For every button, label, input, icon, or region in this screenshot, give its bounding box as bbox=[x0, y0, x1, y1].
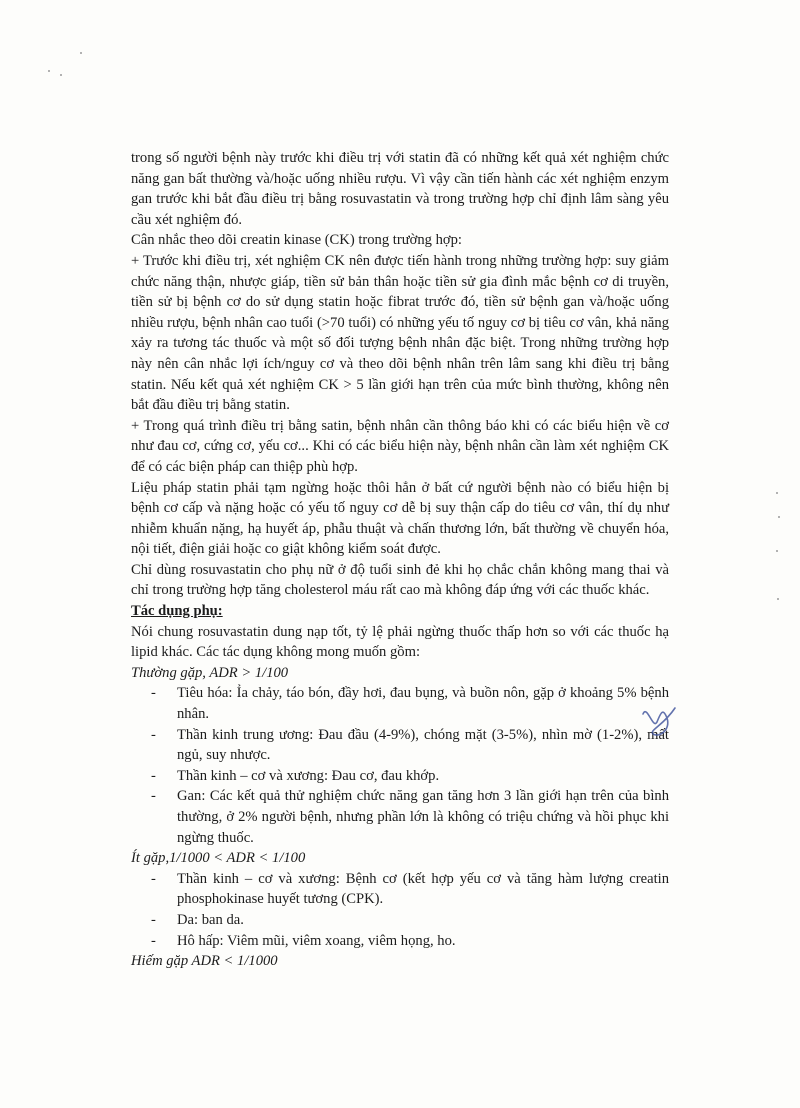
list-item bbox=[131, 725, 669, 766]
list-item-text: Thần kinh – cơ và xương: Bệnh cơ (kết hợp yếu cơ và tăng hàm lượng creatin phosphokinase huyết tương (CPK). bbox=[177, 870, 669, 908]
scan-speck bbox=[777, 598, 779, 600]
side-effects-intro: Nói chung rosuvastatin dung nạp tốt, tỷ lệ phải ngừng thuốc thấp hơn so với các thuốc hạ lipid khác. Các tác dụng không mong muốn gồm: bbox=[131, 623, 669, 661]
list-dash: - bbox=[151, 870, 156, 887]
list-dash: - bbox=[151, 767, 156, 784]
list-item-text: Tiêu hóa: Ỉa chảy, táo bón, đầy hơi, đau bụng, và buồn nôn, gặp ở khoảng 5% bệnh nhân. bbox=[177, 685, 669, 723]
scan-speck bbox=[776, 550, 778, 552]
list-dash: - bbox=[151, 932, 156, 949]
list-item bbox=[131, 910, 669, 931]
list-dash: - bbox=[151, 911, 156, 928]
section-heading-side-effects: Tác dụng phụ: bbox=[131, 603, 223, 620]
paragraph-suspend-statin: Liệu pháp statin phải tạm ngừng hoặc thôi hẳn ở bất cứ người bệnh nào có biểu hiện bị bệnh cơ cấp và nặng hoặc có yếu tố nguy cơ dễ bị suy thận cấp do tiêu cơ vân, thí dụ như nhiễm khuẩn nặng, hạ huyết áp, phẫu thuật và chấn thương lớn, bất thường về chuyển hóa, nội tiết, điện giải hoặc co giật không kiểm soát được. bbox=[131, 479, 669, 558]
list-dash: - bbox=[151, 685, 156, 702]
scan-speck bbox=[778, 516, 780, 518]
list-item bbox=[131, 931, 669, 952]
scan-speck bbox=[48, 70, 50, 72]
scan-speck bbox=[776, 492, 778, 494]
list-item-text: Da: ban da. bbox=[177, 911, 244, 928]
paragraph-ck-monitoring: Cân nhắc theo dõi creatin kinase (CK) trong trường hợp: bbox=[131, 232, 462, 249]
rare-effects-heading: Hiếm gặp ADR < 1/1000 bbox=[131, 953, 278, 970]
scan-speck bbox=[80, 52, 82, 54]
paragraph-liver-tests: trong số người bệnh này trước khi điều trị với statin đã có những kết quả xét nghiệm chức năng gan bất thường và/hoặc uống nhiều rượu. Vì vậy cần tiến hành các xét nghiệm enzym gan trước khi bắt đầu điều trị bằng rosuvastatin và trong trường hợp chỉ định lâm sàng yêu cầu xét nghiệm đó. bbox=[131, 150, 669, 228]
list-item bbox=[131, 869, 669, 910]
list-item-text: Thần kinh trung ương: Đau đầu (4-9%), chóng mặt (3-5%), nhìn mờ (1-2%), mất ngủ, suy nhược. bbox=[177, 726, 669, 764]
common-effects-heading: Thường gặp, ADR > 1/100 bbox=[131, 664, 289, 681]
list-item-text: Hô hấp: Viêm mũi, viêm xoang, viêm họng, ho. bbox=[177, 932, 456, 949]
list-item bbox=[131, 683, 669, 724]
uncommon-effects-heading: Ít gặp,1/1000 < ADR < 1/100 bbox=[131, 850, 306, 867]
list-item bbox=[131, 786, 669, 848]
paragraph-women-childbearing: Chỉ dùng rosuvastatin cho phụ nữ ở độ tuổi sinh đẻ khi họ chắc chắn không mang thai và chỉ trong trường hợp tăng cholesterol máu rất cao mà không đáp ứng với các thuốc khác. bbox=[131, 561, 669, 599]
paragraph-before-treatment: + Trước khi điều trị, xét nghiệm CK nên được tiến hành trong những trường hợp: suy giảm chức năng thận, nhược giáp, tiền sử bản thân hoặc tiền sử gia đình mắc bệnh cơ di truyền, tiền sử bị bệnh cơ do sử dụng statin hoặc fibrat trước đó, tiền sử bệnh gan và/hoặc uống nhiều rượu, bệnh nhân cao tuổi (>70 tuổi) có những yếu tố nguy cơ bị tiêu cơ vân, khả năng xảy ra tương tác thuốc và một số đối tượng bệnh nhân đặc biệt. Trong những trường hợp này nên cân nhắc lợi ích/nguy cơ và theo dõi bệnh nhân trên lâm sang khi điều trị bằng statin. Nếu kết quả xét nghiệm CK > 5 lần giới hạn trên của mức bình thường, không nên bắt đầu điều trị bằng statin. bbox=[131, 252, 669, 414]
signature-icon bbox=[637, 700, 681, 744]
scan-speck bbox=[60, 74, 62, 76]
list-item bbox=[131, 766, 669, 787]
document-body bbox=[131, 148, 669, 972]
uncommon-effects-list bbox=[131, 869, 669, 951]
paragraph-during-treatment: + Trong quá trình điều trị bằng satin, bệnh nhân cần thông báo khi có các biểu hiện về cơ như đau cơ, cứng cơ, yếu cơ... Khi có các biểu hiện này, bệnh nhân cần làm xét nghiệm CK để có các biện pháp can thiệp phù hợp. bbox=[131, 417, 669, 475]
common-effects-list bbox=[131, 683, 669, 848]
list-dash: - bbox=[151, 726, 156, 743]
list-item-text: Thần kinh – cơ và xương: Đau cơ, đau khớp. bbox=[177, 767, 440, 784]
list-dash: - bbox=[151, 788, 156, 805]
list-item-text: Gan: Các kết quả thử nghiệm chức năng gan tăng hơn 3 lần giới hạn trên của bình thường, ở 2% người bệnh, nhưng phần lớn là không có triệu chứng và hồi phục khi ngừng thuốc. bbox=[177, 788, 669, 846]
